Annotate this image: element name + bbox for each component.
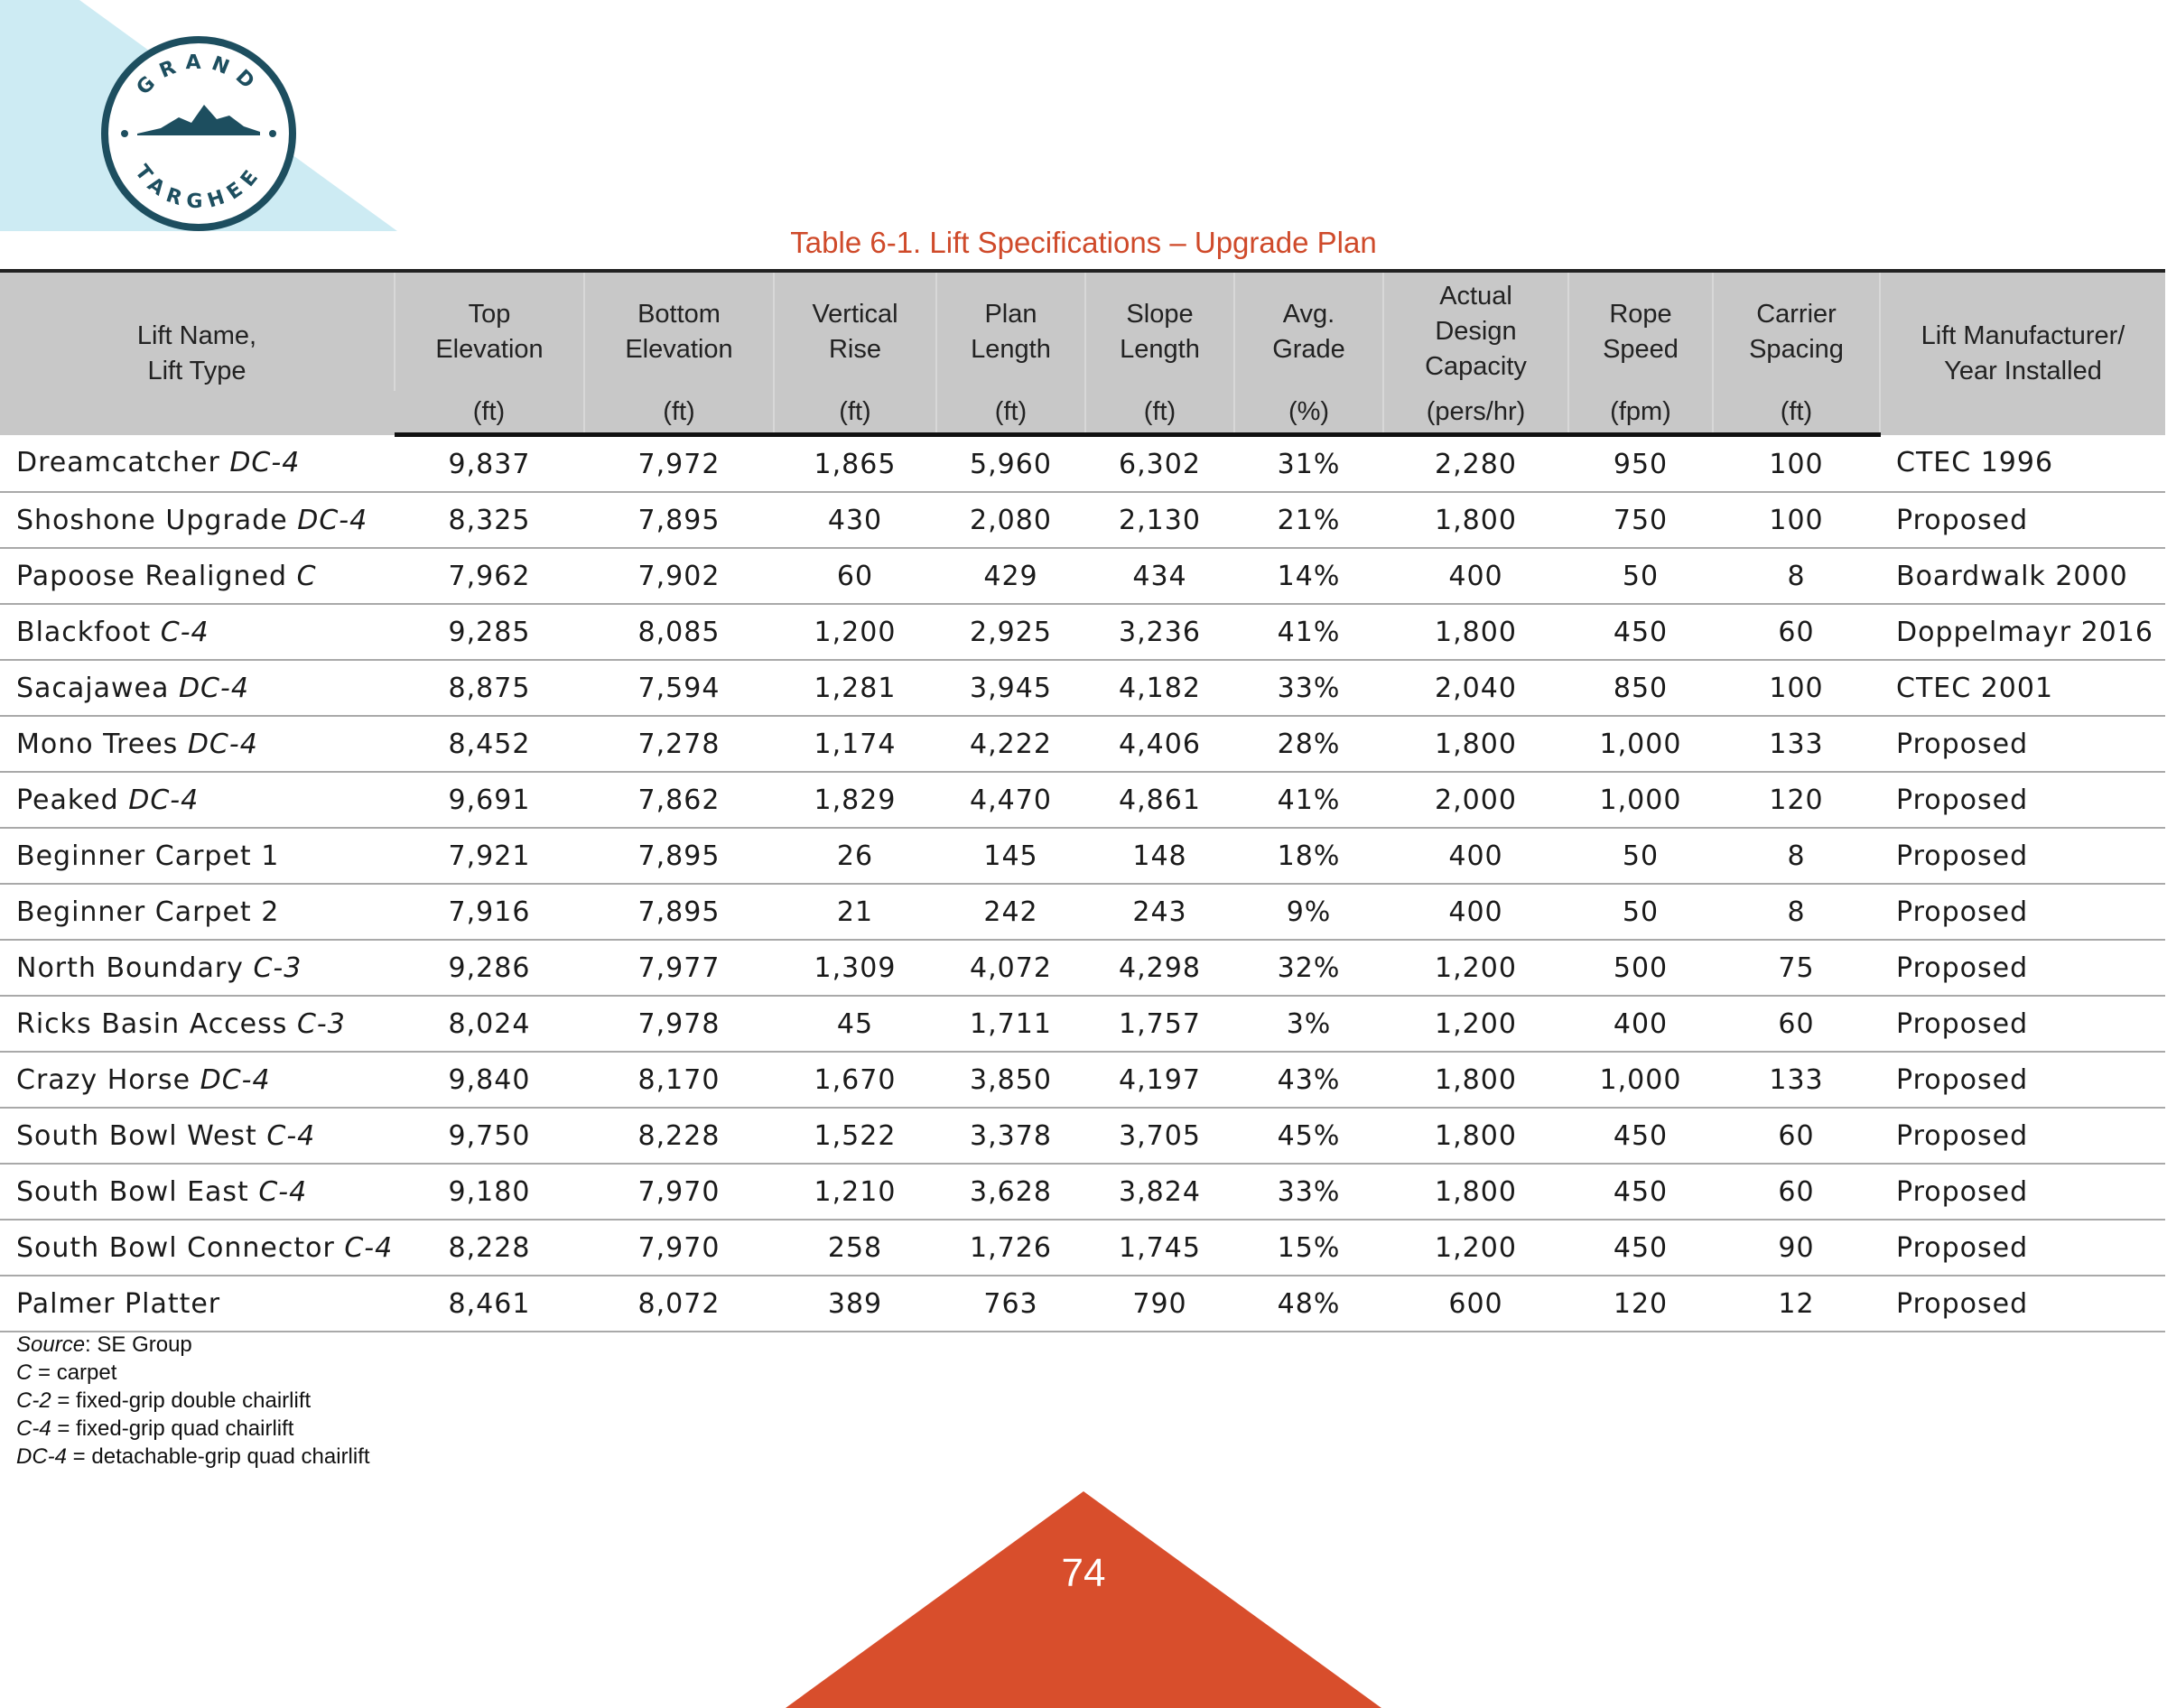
cell-avg-grade: 33% — [1234, 660, 1383, 716]
cell-avg-grade: 48% — [1234, 1276, 1383, 1332]
lift-name: Peaked — [16, 784, 119, 816]
cell-lift-name — [0, 548, 395, 604]
cell-vertical-rise: 45 — [774, 996, 936, 1052]
unit-bottom-elevation: (ft) — [584, 391, 774, 435]
cell-bottom-elevation: 7,978 — [584, 996, 774, 1052]
cell-slope-length: 3,705 — [1085, 1108, 1234, 1164]
cell-avg-grade: 14% — [1234, 548, 1383, 604]
cell-lift-name — [0, 1164, 395, 1220]
cell-top-elevation: 9,180 — [395, 1164, 584, 1220]
cell-lift-name — [0, 492, 395, 548]
lift-name: Mono Trees — [16, 728, 179, 760]
cell-design-capacity: 1,200 — [1383, 940, 1568, 996]
header-vertical-rise: Vertical Rise — [774, 271, 936, 391]
cell-avg-grade: 3% — [1234, 996, 1383, 1052]
cell-vertical-rise: 26 — [774, 828, 936, 884]
cell-design-capacity: 1,200 — [1383, 1220, 1568, 1276]
lift-type: DC-4 — [178, 672, 249, 704]
cell-manufacturer: CTEC 2001 — [1880, 660, 2165, 716]
cell-carrier-spacing: 60 — [1713, 1164, 1880, 1220]
logo-bottom-text: TARGHEE — [130, 161, 267, 214]
cell-avg-grade: 43% — [1234, 1052, 1383, 1108]
cell-slope-length: 3,824 — [1085, 1164, 1234, 1220]
unit-vertical-rise: (ft) — [774, 391, 936, 435]
cell-carrier-spacing: 133 — [1713, 1052, 1880, 1108]
cell-design-capacity: 1,200 — [1383, 996, 1568, 1052]
cell-rope-speed: 450 — [1568, 1108, 1713, 1164]
cell-plan-length: 4,470 — [936, 772, 1085, 828]
cell-plan-length: 145 — [936, 828, 1085, 884]
page-number-triangle — [786, 1491, 1381, 1708]
cell-manufacturer: Proposed — [1880, 1164, 2165, 1220]
cell-lift-name — [0, 660, 395, 716]
cell-rope-speed: 120 — [1568, 1276, 1713, 1332]
table-row — [0, 716, 2165, 772]
header-lift-name: Lift Name, Lift Type — [0, 271, 395, 435]
cell-carrier-spacing: 12 — [1713, 1276, 1880, 1332]
lift-name: Ricks Basin Access — [16, 1007, 288, 1040]
cell-manufacturer: Proposed — [1880, 1052, 2165, 1108]
header-bottom-elevation: Bottom Elevation — [584, 271, 774, 391]
cell-lift-name — [0, 1108, 395, 1164]
cell-vertical-rise: 258 — [774, 1220, 936, 1276]
cell-carrier-spacing: 60 — [1713, 996, 1880, 1052]
cell-bottom-elevation: 7,895 — [584, 492, 774, 548]
cell-plan-length: 429 — [936, 548, 1085, 604]
lift-type: C-4 — [344, 1231, 394, 1264]
cell-slope-length: 434 — [1085, 548, 1234, 604]
cell-manufacturer: Proposed — [1880, 996, 2165, 1052]
cell-vertical-rise: 430 — [774, 492, 936, 548]
header-carrier-spacing: Carrier Spacing — [1713, 271, 1880, 391]
cell-plan-length: 763 — [936, 1276, 1085, 1332]
lift-type: C — [296, 560, 317, 592]
legend-item: C-2 = fixed-grip double chairlift — [16, 1388, 312, 1413]
table-row — [0, 996, 2165, 1052]
cell-design-capacity: 600 — [1383, 1276, 1568, 1332]
table-row — [0, 884, 2165, 940]
lift-type: C-3 — [296, 1007, 346, 1040]
cell-manufacturer: Proposed — [1880, 1220, 2165, 1276]
cell-slope-length: 6,302 — [1085, 435, 1234, 493]
cell-rope-speed: 500 — [1568, 940, 1713, 996]
lift-name: Beginner Carpet 1 — [16, 840, 280, 872]
cell-carrier-spacing: 8 — [1713, 828, 1880, 884]
cell-top-elevation: 9,837 — [395, 435, 584, 493]
cell-top-elevation: 9,285 — [395, 604, 584, 660]
lift-type: C-4 — [258, 1175, 308, 1208]
cell-bottom-elevation: 8,170 — [584, 1052, 774, 1108]
cell-vertical-rise: 1,210 — [774, 1164, 936, 1220]
cell-avg-grade: 33% — [1234, 1164, 1383, 1220]
cell-bottom-elevation: 7,862 — [584, 772, 774, 828]
table-row — [0, 492, 2165, 548]
cell-manufacturer: Boardwalk 2000 — [1880, 548, 2165, 604]
cell-design-capacity: 1,800 — [1383, 1052, 1568, 1108]
cell-plan-length: 4,222 — [936, 716, 1085, 772]
cell-lift-name — [0, 772, 395, 828]
table-row — [0, 1276, 2165, 1332]
cell-rope-speed: 50 — [1568, 548, 1713, 604]
table-row — [0, 1108, 2165, 1164]
cell-rope-speed: 450 — [1568, 1220, 1713, 1276]
cell-avg-grade: 18% — [1234, 828, 1383, 884]
cell-top-elevation: 8,228 — [395, 1220, 584, 1276]
logo-top-text: GRAND — [132, 51, 265, 100]
cell-vertical-rise: 21 — [774, 884, 936, 940]
lift-name: South Bowl Connector — [16, 1231, 335, 1264]
cell-plan-length: 3,850 — [936, 1052, 1085, 1108]
table-row — [0, 772, 2165, 828]
cell-vertical-rise: 60 — [774, 548, 936, 604]
cell-bottom-elevation: 8,072 — [584, 1276, 774, 1332]
table-row — [0, 828, 2165, 884]
unit-top-elevation: (ft) — [395, 391, 584, 435]
cell-design-capacity: 1,800 — [1383, 492, 1568, 548]
cell-carrier-spacing: 100 — [1713, 492, 1880, 548]
cell-design-capacity: 400 — [1383, 548, 1568, 604]
cell-plan-length: 3,378 — [936, 1108, 1085, 1164]
table-row — [0, 548, 2165, 604]
cell-rope-speed: 950 — [1568, 435, 1713, 493]
cell-plan-length: 5,960 — [936, 435, 1085, 493]
cell-carrier-spacing: 133 — [1713, 716, 1880, 772]
cell-avg-grade: 41% — [1234, 604, 1383, 660]
unit-design-capacity: (pers/hr) — [1383, 391, 1568, 435]
page-number: 74 — [1061, 1551, 1106, 1595]
cell-bottom-elevation: 7,972 — [584, 435, 774, 493]
cell-rope-speed: 750 — [1568, 492, 1713, 548]
cell-rope-speed: 850 — [1568, 660, 1713, 716]
cell-top-elevation: 8,024 — [395, 996, 584, 1052]
cell-lift-name — [0, 604, 395, 660]
cell-carrier-spacing: 100 — [1713, 660, 1880, 716]
lift-type: DC-4 — [128, 784, 200, 816]
cell-plan-length: 1,726 — [936, 1220, 1085, 1276]
cell-slope-length: 1,745 — [1085, 1220, 1234, 1276]
cell-carrier-spacing: 75 — [1713, 940, 1880, 996]
lift-name: Beginner Carpet 2 — [16, 896, 280, 928]
lift-type: DC-4 — [229, 447, 301, 479]
cell-lift-name — [0, 884, 395, 940]
grand-targhee-logo — [98, 32, 300, 235]
cell-vertical-rise: 1,522 — [774, 1108, 936, 1164]
cell-bottom-elevation: 8,085 — [584, 604, 774, 660]
cell-bottom-elevation: 8,228 — [584, 1108, 774, 1164]
legend-item: C-4 = fixed-grip quad chairlift — [16, 1416, 294, 1441]
lift-name: Crazy Horse — [16, 1063, 191, 1096]
cell-bottom-elevation: 7,902 — [584, 548, 774, 604]
cell-carrier-spacing: 8 — [1713, 884, 1880, 940]
cell-design-capacity: 1,800 — [1383, 1164, 1568, 1220]
cell-plan-length: 3,628 — [936, 1164, 1085, 1220]
cell-slope-length: 4,406 — [1085, 716, 1234, 772]
cell-rope-speed: 400 — [1568, 996, 1713, 1052]
cell-carrier-spacing: 100 — [1713, 435, 1880, 493]
cell-manufacturer: Doppelmayr 2016 — [1880, 604, 2165, 660]
header-avg-grade: Avg. Grade — [1234, 271, 1383, 391]
lift-name: Palmer Platter — [16, 1287, 221, 1320]
lift-name: Shoshone Upgrade — [16, 504, 288, 536]
cell-top-elevation: 8,325 — [395, 492, 584, 548]
unit-avg-grade: (%) — [1234, 391, 1383, 435]
cell-top-elevation: 9,286 — [395, 940, 584, 996]
cell-avg-grade: 32% — [1234, 940, 1383, 996]
header-plan-length: Plan Length — [936, 271, 1085, 391]
cell-avg-grade: 41% — [1234, 772, 1383, 828]
table-body — [0, 435, 2165, 1332]
cell-carrier-spacing: 60 — [1713, 604, 1880, 660]
unit-carrier-spacing: (ft) — [1713, 391, 1880, 435]
cell-vertical-rise: 1,174 — [774, 716, 936, 772]
cell-design-capacity: 1,800 — [1383, 716, 1568, 772]
header-slope-length: Slope Length — [1085, 271, 1234, 391]
cell-plan-length: 1,711 — [936, 996, 1085, 1052]
table-row — [0, 604, 2165, 660]
table-row — [0, 1052, 2165, 1108]
cell-bottom-elevation: 7,970 — [584, 1220, 774, 1276]
table-title: Table 6-1. Lift Specifications – Upgrade Plan — [790, 226, 1377, 259]
cell-lift-name — [0, 716, 395, 772]
cell-vertical-rise: 1,309 — [774, 940, 936, 996]
lift-name: South Bowl West — [16, 1119, 257, 1152]
cell-top-elevation: 8,452 — [395, 716, 584, 772]
cell-slope-length: 3,236 — [1085, 604, 1234, 660]
cell-rope-speed: 1,000 — [1568, 1052, 1713, 1108]
cell-design-capacity: 400 — [1383, 828, 1568, 884]
cell-lift-name — [0, 828, 395, 884]
cell-vertical-rise: 389 — [774, 1276, 936, 1332]
header-rope-speed: Rope Speed — [1568, 271, 1713, 391]
cell-carrier-spacing: 120 — [1713, 772, 1880, 828]
cell-top-elevation: 9,840 — [395, 1052, 584, 1108]
lift-type: DC-4 — [187, 728, 258, 760]
cell-manufacturer: Proposed — [1880, 1276, 2165, 1332]
cell-design-capacity: 2,040 — [1383, 660, 1568, 716]
cell-manufacturer: Proposed — [1880, 828, 2165, 884]
cell-slope-length: 243 — [1085, 884, 1234, 940]
cell-bottom-elevation: 7,977 — [584, 940, 774, 996]
lift-name: Dreamcatcher — [16, 447, 220, 479]
cell-lift-name — [0, 435, 395, 493]
cell-lift-name — [0, 1052, 395, 1108]
header-top-elevation: Top Elevation — [395, 271, 584, 391]
cell-lift-name — [0, 996, 395, 1052]
cell-bottom-elevation: 7,970 — [584, 1164, 774, 1220]
legend-item: DC-4 = detachable-grip quad chairlift — [16, 1444, 370, 1469]
cell-avg-grade: 15% — [1234, 1220, 1383, 1276]
lift-name: Sacajawea — [16, 672, 170, 704]
cell-rope-speed: 450 — [1568, 604, 1713, 660]
lift-type: DC-4 — [297, 504, 368, 536]
cell-design-capacity: 2,000 — [1383, 772, 1568, 828]
cell-manufacturer: Proposed — [1880, 940, 2165, 996]
cell-design-capacity: 1,800 — [1383, 604, 1568, 660]
cell-bottom-elevation: 7,895 — [584, 828, 774, 884]
cell-rope-speed: 450 — [1568, 1164, 1713, 1220]
cell-manufacturer: Proposed — [1880, 716, 2165, 772]
legend-item: C = carpet — [16, 1360, 117, 1385]
cell-bottom-elevation: 7,594 — [584, 660, 774, 716]
cell-top-elevation: 7,921 — [395, 828, 584, 884]
cell-design-capacity: 2,280 — [1383, 435, 1568, 493]
table-notes — [16, 1331, 370, 1471]
cell-design-capacity: 1,800 — [1383, 1108, 1568, 1164]
header-design-capacity: Actual Design Capacity — [1383, 271, 1568, 391]
source-note: Source: SE Group — [16, 1332, 192, 1357]
cell-slope-length: 2,130 — [1085, 492, 1234, 548]
cell-top-elevation: 7,962 — [395, 548, 584, 604]
cell-bottom-elevation: 7,278 — [584, 716, 774, 772]
cell-plan-length: 2,080 — [936, 492, 1085, 548]
cell-lift-name — [0, 1220, 395, 1276]
unit-slope-length: (ft) — [1085, 391, 1234, 435]
table-row — [0, 940, 2165, 996]
cell-manufacturer: Proposed — [1880, 1108, 2165, 1164]
cell-lift-name — [0, 1276, 395, 1332]
cell-slope-length: 4,298 — [1085, 940, 1234, 996]
table-row — [0, 1220, 2165, 1276]
cell-rope-speed: 1,000 — [1568, 716, 1713, 772]
cell-carrier-spacing: 8 — [1713, 548, 1880, 604]
cell-slope-length: 1,757 — [1085, 996, 1234, 1052]
cell-carrier-spacing: 90 — [1713, 1220, 1880, 1276]
cell-slope-length: 4,182 — [1085, 660, 1234, 716]
cell-vertical-rise: 1,281 — [774, 660, 936, 716]
lift-name: Blackfoot — [16, 616, 152, 648]
cell-plan-length: 2,925 — [936, 604, 1085, 660]
cell-design-capacity: 400 — [1383, 884, 1568, 940]
header-row — [0, 271, 2165, 391]
lift-type: C-3 — [253, 951, 302, 984]
table-row — [0, 660, 2165, 716]
cell-manufacturer: CTEC 1996 — [1880, 435, 2165, 493]
cell-top-elevation: 7,916 — [395, 884, 584, 940]
cell-top-elevation: 8,461 — [395, 1276, 584, 1332]
cell-lift-name — [0, 940, 395, 996]
cell-avg-grade: 21% — [1234, 492, 1383, 548]
cell-plan-length: 3,945 — [936, 660, 1085, 716]
cell-vertical-rise: 1,200 — [774, 604, 936, 660]
cell-plan-length: 4,072 — [936, 940, 1085, 996]
cell-slope-length: 4,861 — [1085, 772, 1234, 828]
lift-type: DC-4 — [200, 1063, 271, 1096]
unit-plan-length: (ft) — [936, 391, 1085, 435]
cell-avg-grade: 28% — [1234, 716, 1383, 772]
cell-slope-length: 4,197 — [1085, 1052, 1234, 1108]
cell-avg-grade: 45% — [1234, 1108, 1383, 1164]
cell-vertical-rise: 1,829 — [774, 772, 936, 828]
unit-rope-speed: (fpm) — [1568, 391, 1713, 435]
lift-type: C-4 — [160, 616, 209, 648]
cell-bottom-elevation: 7,895 — [584, 884, 774, 940]
cell-top-elevation: 9,691 — [395, 772, 584, 828]
cell-manufacturer: Proposed — [1880, 492, 2165, 548]
cell-rope-speed: 1,000 — [1568, 772, 1713, 828]
cell-top-elevation: 8,875 — [395, 660, 584, 716]
cell-top-elevation: 9,750 — [395, 1108, 584, 1164]
cell-rope-speed: 50 — [1568, 884, 1713, 940]
table-row — [0, 435, 2165, 493]
cell-avg-grade: 31% — [1234, 435, 1383, 493]
cell-avg-grade: 9% — [1234, 884, 1383, 940]
table-row — [0, 1164, 2165, 1220]
cell-slope-length: 148 — [1085, 828, 1234, 884]
header-manufacturer: Lift Manufacturer/ Year Installed — [1880, 271, 2165, 435]
cell-plan-length: 242 — [936, 884, 1085, 940]
lift-name: North Boundary — [16, 951, 244, 984]
cell-slope-length: 790 — [1085, 1276, 1234, 1332]
lift-name: Papoose Realigned — [16, 560, 288, 592]
cell-rope-speed: 50 — [1568, 828, 1713, 884]
cell-manufacturer: Proposed — [1880, 884, 2165, 940]
cell-manufacturer: Proposed — [1880, 772, 2165, 828]
lift-type: C-4 — [266, 1119, 316, 1152]
cell-carrier-spacing: 60 — [1713, 1108, 1880, 1164]
cell-vertical-rise: 1,865 — [774, 435, 936, 493]
lift-specifications-table — [0, 269, 2165, 1332]
cell-vertical-rise: 1,670 — [774, 1052, 936, 1108]
lift-name: South Bowl East — [16, 1175, 249, 1208]
